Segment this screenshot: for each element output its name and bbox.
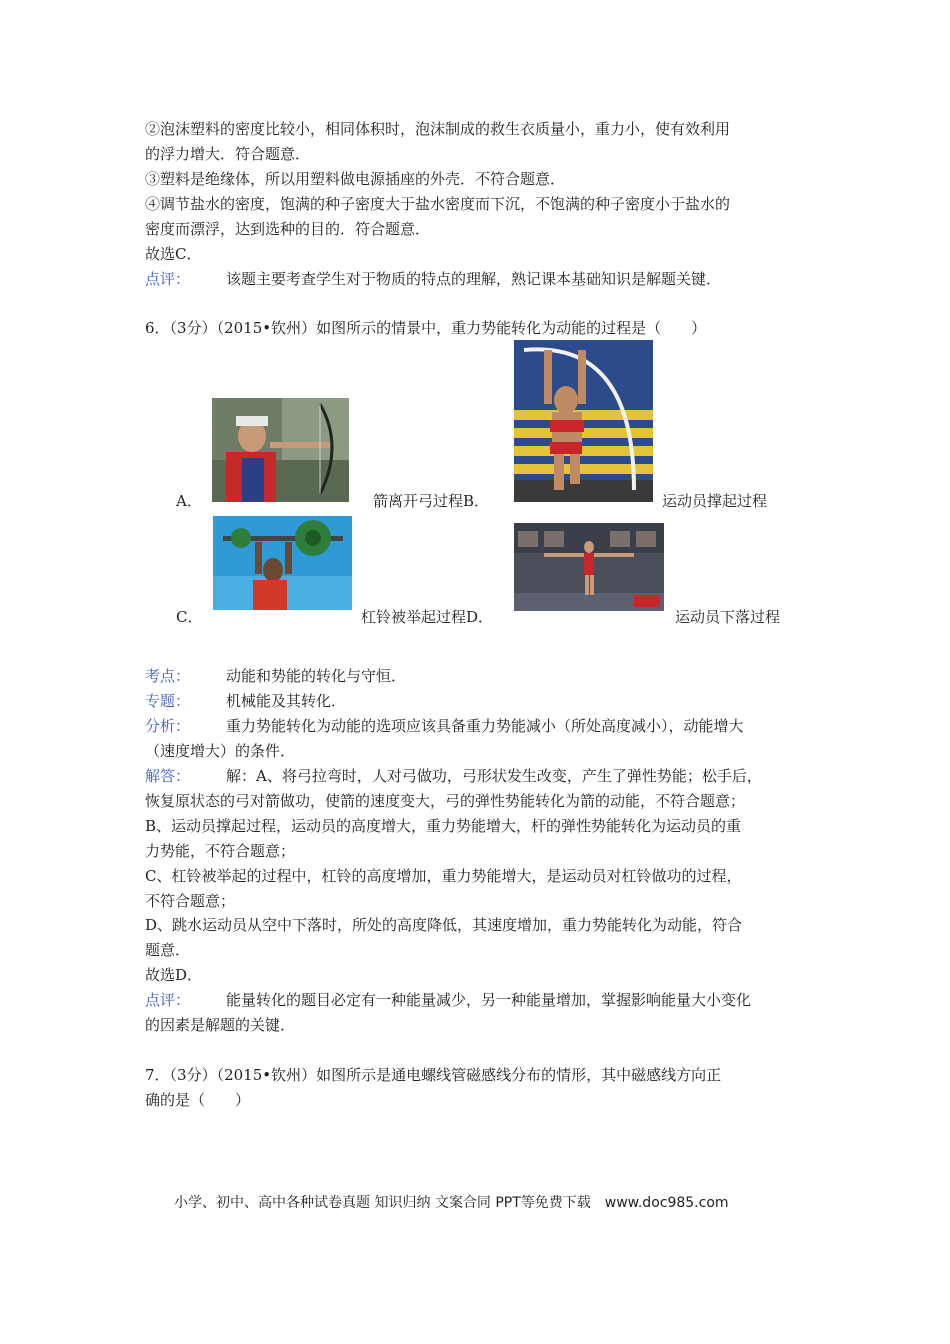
jieda-text-7: D、跳水运动员从空中下落时，所处的高度降低，其速度增加，重力势能转化为动能，符合 xyxy=(145,916,743,934)
dianping-text-1: 能量转化的题目必定有一种能量减少，另一种能量增加，掌握影响能量大小变化 xyxy=(226,991,752,1009)
option-a-letter: A． xyxy=(176,492,202,510)
q7-stem-1: 7．（3分）（2015•钦州）如图所示是通电螺线管磁感线分布的情形，其中磁感线方向正 xyxy=(145,1066,722,1084)
option-b-letter: B． xyxy=(463,492,490,510)
option-a-label: 箭离开弓过程 xyxy=(373,492,464,510)
kaodian-label: 考点： xyxy=(145,667,191,685)
fenxi-text-2: （速度增大）的条件． xyxy=(145,742,296,760)
fenxi-text-1: 重力势能转化为动能的选项应该具备重力势能减小（所处高度减小），动能增大 xyxy=(226,717,744,735)
q5-line-1: ②泡沫塑料的密度比较小，相同体积时，泡沫制成的救生衣质量小，重力小，使有效利用 xyxy=(145,120,731,138)
jieda-text-8: 题意． xyxy=(145,941,191,959)
page-footer: 小学、初中、高中各种试卷真题 知识归纳 文案合同 PPT等免费下载 www.doc985.com xyxy=(174,1195,729,1211)
option-c-text xyxy=(361,606,493,628)
weightlifter-image xyxy=(213,516,352,610)
comment-text: 该题主要考查学生对于物质的特点的理解，熟记课本基础知识是解题关键． xyxy=(226,270,722,288)
zhuanti-row xyxy=(145,690,346,712)
archer-image xyxy=(212,398,349,502)
pole-vault-image xyxy=(514,340,653,502)
jieda-text-3: B、运动员撑起过程，运动员的高度增大，重力势能增大，杆的弹性势能转化为运动员的重 xyxy=(145,817,742,835)
jieda-text-2: 恢复原状态的弓对箭做功，使箭的速度变大，弓的弹性势能转化为箭的动能，不符合题意； xyxy=(145,792,746,810)
comment-label: 点评： xyxy=(145,270,191,288)
q5-line-4: ④调节盐水的密度，饱满的种子密度大于盐水密度而下沉，不饱满的种子密度小于盐水的 xyxy=(145,195,731,213)
kaodian-row xyxy=(145,665,406,687)
dianping-row xyxy=(145,989,751,1011)
option-d-text: 运动员下落过程 xyxy=(675,608,781,626)
jieda-text-6: 不符合题意； xyxy=(145,892,236,910)
option-d-letter: D． xyxy=(466,608,494,626)
jieda-text-5: C、杠铃被举起的过程中，杠铃的高度增加，重力势能增大，是运动员对杠铃做功的过程， xyxy=(145,867,742,885)
zhuanti-label: 专题： xyxy=(145,692,191,710)
dianping-text-2: 的因素是解题的关键． xyxy=(145,1016,296,1034)
q5-line-5: 密度而漂浮，达到选种的目的．符合题意． xyxy=(145,220,431,238)
q5-line-6: 故选C． xyxy=(145,245,202,263)
q5-line-3: ③塑料是绝缘体，所以用塑料做电源插座的外壳．不符合题意． xyxy=(145,170,566,188)
jieda-text-9: 故选D． xyxy=(145,966,203,984)
option-c-letter: C． xyxy=(176,608,203,626)
q6-stem: 6．（3分）（2015•钦州）如图所示的情景中，重力势能转化为动能的过程是（ ） xyxy=(145,319,707,337)
q5-comment xyxy=(145,268,721,290)
zhuanti-text: 机械能及其转化． xyxy=(226,692,347,710)
fenxi-label: 分析： xyxy=(145,717,191,735)
option-c-label: 杠铃被举起过程 xyxy=(361,608,467,626)
q7-stem-2: 确的是（ ） xyxy=(145,1091,251,1109)
option-a-text xyxy=(373,490,489,512)
q5-line-2: 的浮力增大．符合题意． xyxy=(145,145,311,163)
fenxi-row xyxy=(145,715,744,737)
jieda-row xyxy=(145,765,762,787)
dianping-label: 点评： xyxy=(145,991,191,1009)
falling-athlete-image xyxy=(514,523,664,611)
option-b-text: 运动员撑起过程 xyxy=(662,492,768,510)
kaodian-text: 动能和势能的转化与守恒． xyxy=(226,667,407,685)
jieda-text-1: 解：A、将弓拉弯时，人对弓做功，弓形状发生改变，产生了弹性势能；松手后， xyxy=(226,767,762,785)
jieda-text-4: 力势能，不符合题意； xyxy=(145,842,296,860)
jieda-label: 解答： xyxy=(145,767,191,785)
